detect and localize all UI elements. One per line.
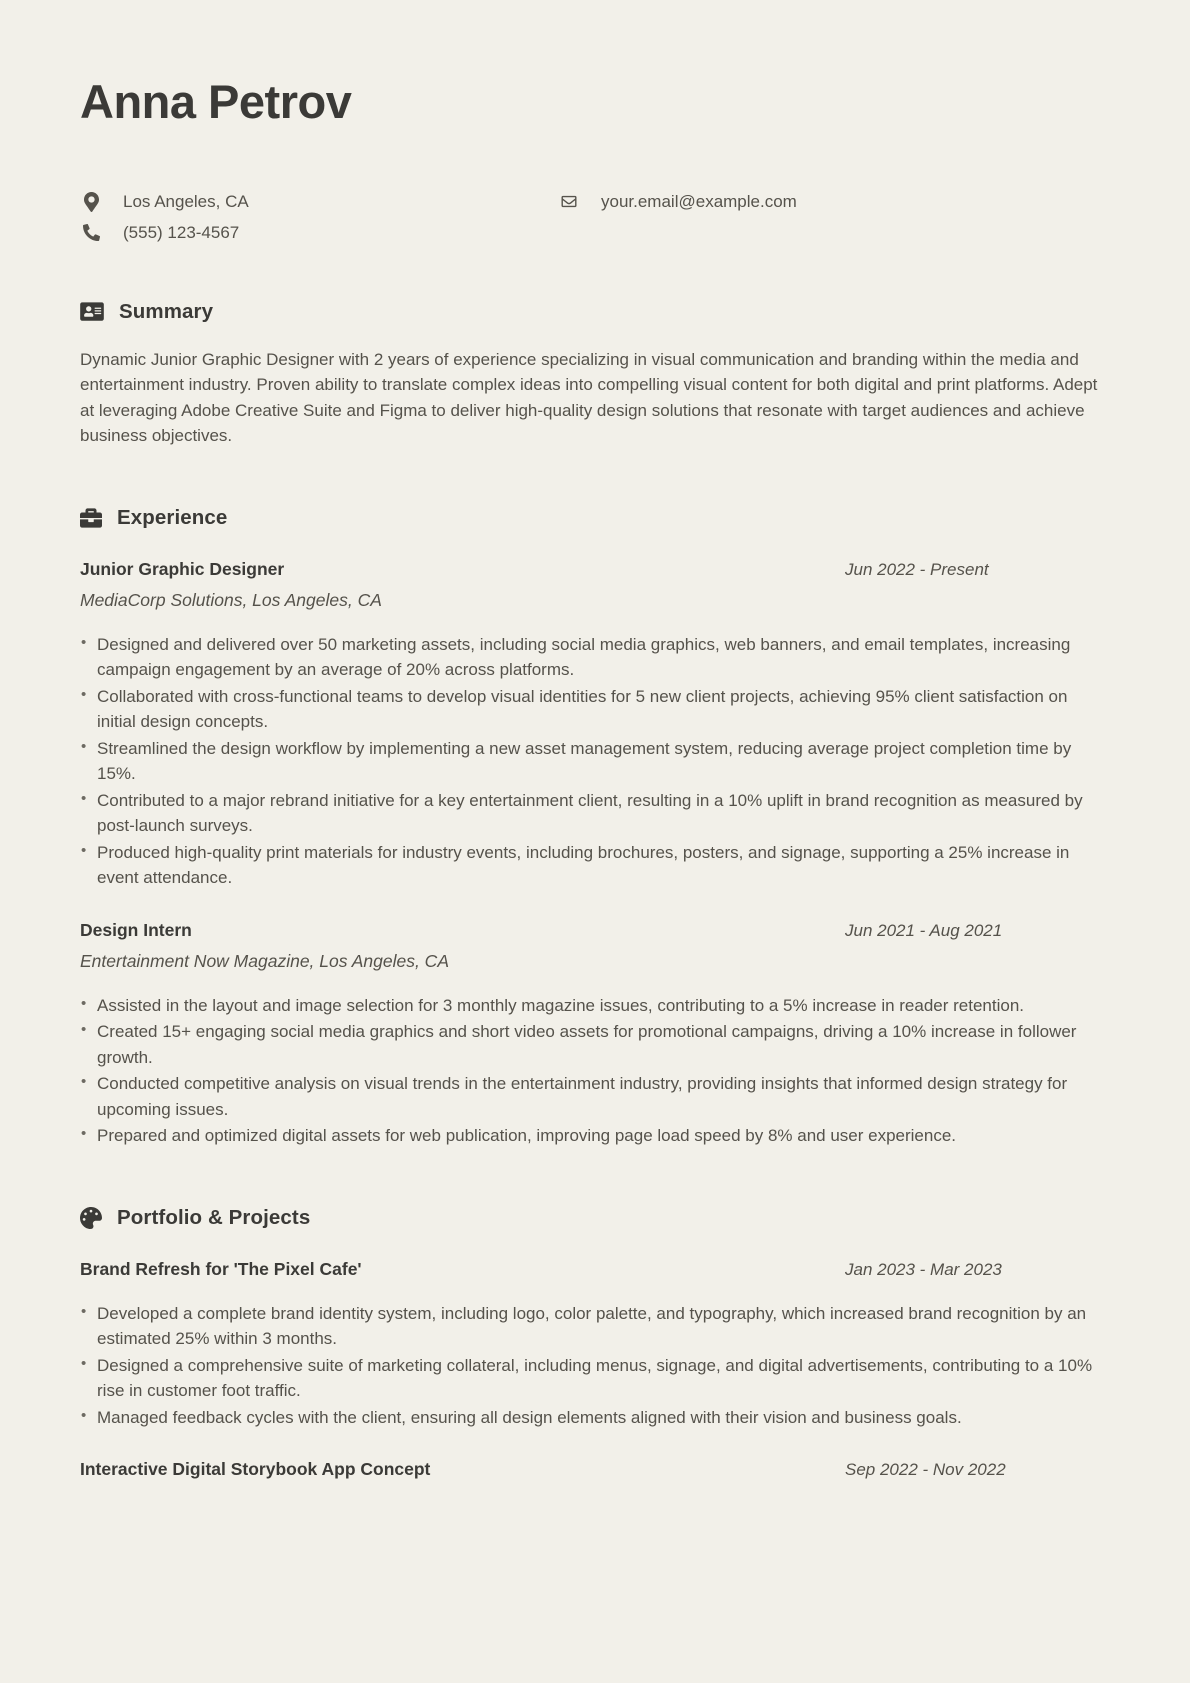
summary-section	[80, 300, 1110, 449]
contact-phone	[80, 223, 558, 243]
bullet-item: • Conducted competitive analysis on visual trends in the entertainment industry, providing insights that informed design strategy for upcoming issues.	[80, 1071, 1110, 1122]
bullet-item: • Created 15+ engaging social media graphics and short video assets for promotional campaigns, driving a 10% increase in follower growth.	[80, 1019, 1110, 1070]
entry-role: Brand Refresh for 'The Pixel Cafe'	[80, 1258, 362, 1279]
entry-dates: Jun 2022 - Present	[845, 559, 989, 579]
entry-dates: Sep 2022 - Nov 2022	[845, 1460, 1006, 1480]
entry-header	[80, 920, 1110, 941]
location-pin-icon	[80, 192, 102, 212]
bullet-item: • Streamlined the design workflow by implementing a new asset management system, reducing average project completion time by 15%.	[80, 736, 1110, 787]
name-heading: Anna Petrov	[80, 75, 352, 128]
bullet-item: • Assisted in the layout and image selection for 3 monthly magazine issues, contributing to a 5% increase in reader retention.	[80, 993, 1110, 1019]
briefcase-icon	[80, 507, 102, 529]
palette-icon	[80, 1207, 102, 1229]
bullet-item: • Designed a comprehensive suite of marketing collateral, including menus, signage, and digital advertisements, contributing to a 10% rise in customer foot traffic.	[80, 1353, 1110, 1404]
entry-role: Design Intern	[80, 919, 192, 940]
entry-role: Junior Graphic Designer	[80, 558, 285, 579]
experience-title: Experience	[117, 505, 228, 529]
entry	[80, 1459, 1110, 1480]
bullet-item: • Managed feedback cycles with the client, ensuring all design elements aligned with their vision and business goals.	[80, 1405, 1110, 1431]
bullet-item: • Developed a complete brand identity system, including logo, color palette, and typography, which increased brand recognition by an estimated 25% within 3 months.	[80, 1301, 1110, 1352]
contact-block	[80, 192, 1110, 243]
bullet-item: • Produced high-quality print materials for industry events, including brochures, posters, and signage, supporting a 25% increase in event attendance.	[80, 840, 1110, 891]
entry-header	[80, 1459, 1110, 1480]
entry-bullet-list	[80, 632, 1110, 891]
entry	[80, 559, 1110, 891]
bullet-item: • Designed and delivered over 50 marketing assets, including social media graphics, web banners, and email templates, increasing campaign engagement by an average of 20% across platforms.	[80, 632, 1110, 683]
bullet-item: • Collaborated with cross-functional teams to develop visual identities for 5 new client projects, achieving 95% client satisfaction on initial design concepts.	[80, 684, 1110, 735]
summary-title: Summary	[119, 299, 214, 323]
contact-email-text: your.email@example.com	[601, 191, 797, 211]
bullet-item: • Prepared and optimized digital assets for web publication, improving page load speed by 8% and user experience.	[80, 1123, 1110, 1149]
contact-phone-text: (555) 123-4567	[123, 222, 240, 242]
experience-entries	[80, 559, 1110, 1149]
contact-location-text: Los Angeles, CA	[123, 191, 249, 211]
experience-section-header	[80, 506, 1110, 530]
portfolio-title: Portfolio & Projects	[117, 1205, 311, 1229]
entry-bullet-list	[80, 1301, 1110, 1431]
phone-icon	[80, 224, 102, 241]
portfolio-section-header	[80, 1206, 1110, 1230]
entry	[80, 1259, 1110, 1431]
summary-text: Dynamic Junior Graphic Designer with 2 years of experience specializing in visual communication and branding within the media and entertainment industry. Proven ability to translate complex ideas into compelling visual content for both digital and print platforms. Adept at leveraging Adobe Creative Suite and Figma to deliver high-quality design solutions that resonate with target audiences and achieve business objectives.	[80, 349, 1098, 446]
entry-organization: Entertainment Now Magazine, Los Angeles, CA	[80, 950, 449, 971]
entry-dates: Jun 2021 - Aug 2021	[845, 920, 1003, 940]
summary-section-header	[80, 300, 1110, 324]
contact-location	[80, 192, 558, 212]
portfolio-section	[80, 1206, 1110, 1481]
entry-header	[80, 559, 1110, 580]
entry-role: Interactive Digital Storybook App Concept	[80, 1459, 431, 1480]
entry-organization: MediaCorp Solutions, Los Angeles, CA	[80, 589, 382, 610]
bullet-item: • Contributed to a major rebrand initiative for a key entertainment client, resulting in a 10% uplift in brand recognition as measured by post-launch surveys.	[80, 788, 1110, 839]
entry-bullet-list	[80, 993, 1110, 1149]
entry-header	[80, 1259, 1110, 1280]
portfolio-entries	[80, 1259, 1110, 1481]
envelope-icon	[558, 194, 580, 209]
experience-section	[80, 506, 1110, 1149]
contact-email	[558, 192, 1110, 212]
address-card-icon	[80, 301, 104, 322]
entry-dates: Jan 2023 - Mar 2023	[845, 1259, 1002, 1279]
entry	[80, 920, 1110, 1149]
